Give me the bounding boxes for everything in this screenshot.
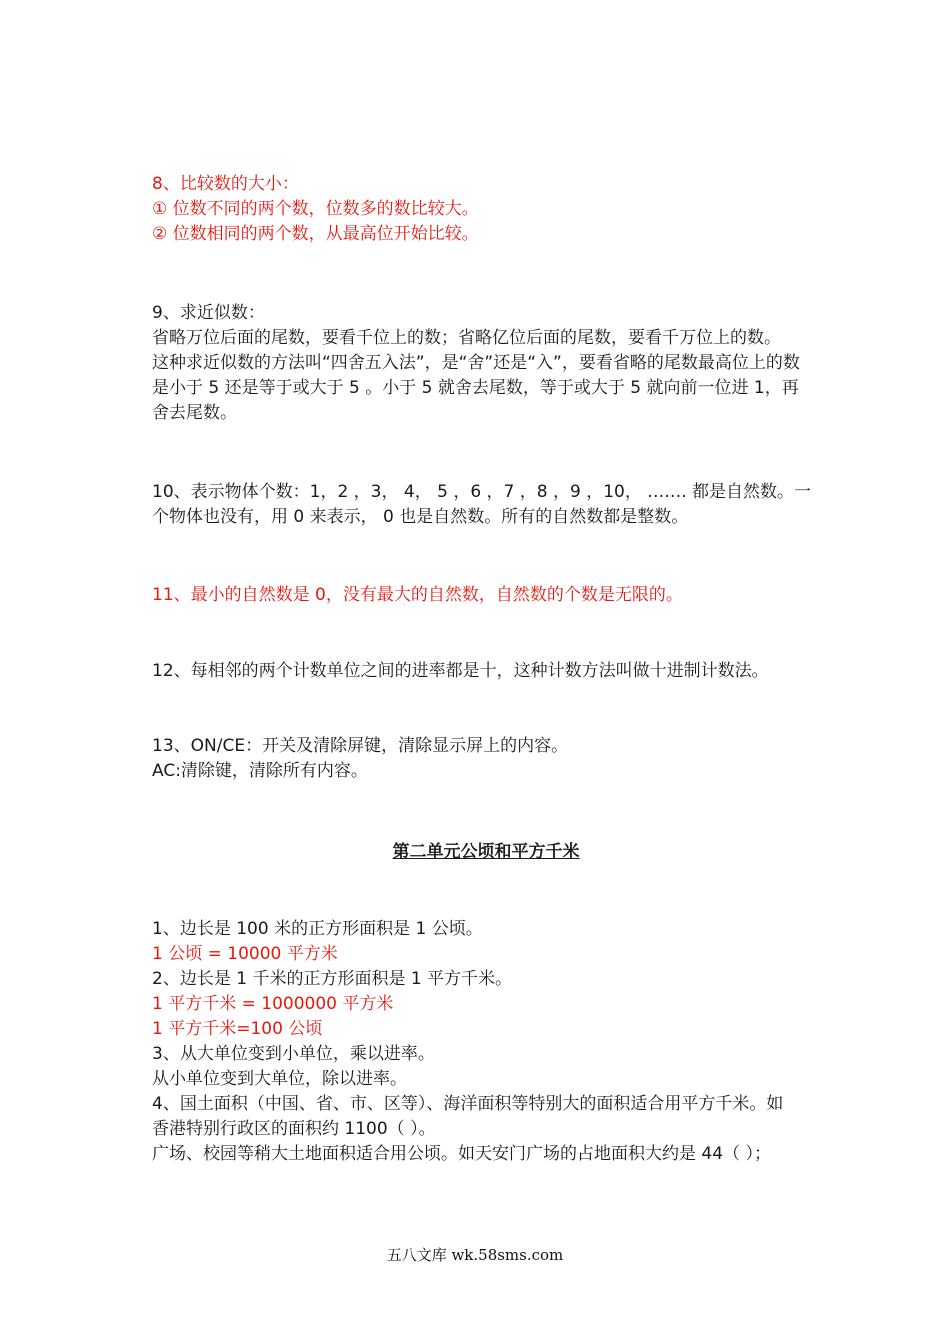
section-9-title: 9、求近似数： (152, 303, 265, 323)
unit-2-line-4: 1 平方千米 = 1000000 平方米 (152, 994, 394, 1014)
spacer (152, 426, 812, 473)
section-8-item-1: ① 位数不同的两个数，位数多的数比较大。 (152, 199, 479, 219)
spacer (152, 684, 812, 731)
unit-2-line-9: 香港特别行政区的面积约 1100（ ）。 (152, 1119, 436, 1139)
unit-2-line-8: 4、国土面积（中国、省、市、区等）、海洋面积等特别大的面积适合用平方千米。如 (152, 1094, 784, 1114)
section-8-item-2: ② 位数相同的两个数，从最高位开始比较。 (152, 224, 479, 244)
section-10-text: 10、表示物体个数：1，2 ，3， 4， 5 ，6 ，7 ，8 ，9 ，10， ……. 都是自然数。一个物体也没有，用 0 来表示， 0 也是自然数。所有的自然数都是整数。 (152, 482, 812, 527)
spacer (152, 608, 812, 655)
spacer (152, 530, 812, 577)
spacer (152, 247, 812, 294)
spacer (152, 865, 812, 912)
section-9-paragraph-1: 省略万位后面的尾数，要看千位上的数；省略亿位后面的尾数，要看千万位上的数。 (152, 328, 781, 348)
section-13-line-1: 13、ON/CE：开关及清除屏键，清除显示屏上的内容。 (152, 736, 569, 756)
unit-2-heading: 第二单元公顷和平方千米 (392, 842, 580, 862)
document-body (152, 172, 812, 1167)
footer-watermark: 五八文库 wk.58sms.com (386, 1246, 564, 1264)
section-12-text: 12、每相邻的两个计数单位之间的进率都是十，这种计数方法叫做十进制计数法。 (152, 661, 769, 681)
spacer (152, 784, 812, 831)
unit-2-line-10: 广场、校园等稍大土地面积适合用公顷。如天安门广场的占地面积大约是 44（ ）； (152, 1144, 771, 1164)
section-11-text: 11、最小的自然数是 0，没有最大的自然数，自然数的个数是无限的。 (152, 585, 683, 605)
unit-2-line-7: 从小单位变到大单位，除以进率。 (152, 1069, 407, 1089)
section-9-paragraph-2: 这种求近似数的方法叫“四舍五入法”，是“舍”还是“入”，要看省略的尾数最高位上的数是小于 5 还是等于或大于 5 。小于 5 就舍去尾数，等于或大于 5 就向前一位进 1，再舍去尾数。 (152, 353, 800, 423)
unit-2-line-3: 2、边长是 1 千米的正方形面积是 1 平方千米。 (152, 969, 513, 989)
section-8-title: 8、比较数的大小： (152, 174, 299, 194)
section-13-line-2: AC:清除键，清除所有内容。 (152, 761, 368, 781)
unit-2-line-5: 1 平方千米=100 公顷 (152, 1019, 323, 1039)
unit-2-line-1: 1、边长是 100 米的正方形面积是 1 公顷。 (152, 919, 483, 939)
unit-2-line-6: 3、从大单位变到小单位，乘以进率。 (152, 1044, 435, 1064)
unit-2-line-2: 1 公顷 = 10000 平方米 (152, 944, 338, 964)
